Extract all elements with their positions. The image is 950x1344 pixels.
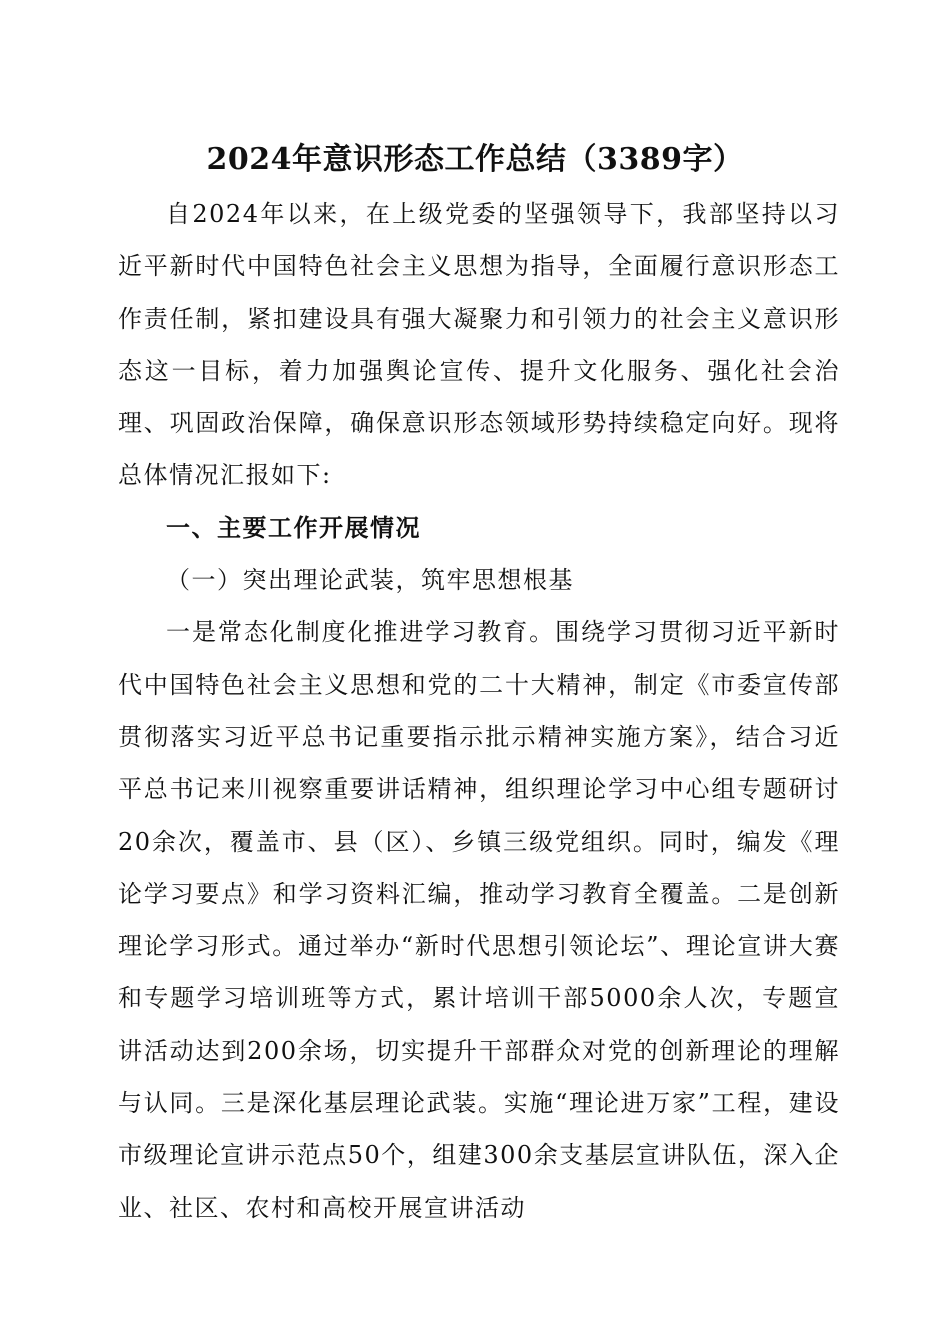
- document-body: [118, 188, 840, 1234]
- body-paragraph: 一是常态化制度化推进学习教育。围绕学习贯彻习近平新时代中国特色社会主义思想和党的二十大精神，制定《市委宣传部贯彻落实习近平总书记重要指示批示精神实施方案》，结合习近平总书记来川视察重要讲话精神，组织理论学习中心组专题研讨20余次，覆盖市、县（区）、乡镇三级党组织。同时，编发《理论学习要点》和学习资料汇编，推动学习教育全覆盖。二是创新理论学习形式。通过举办“新时代思想引领论坛”、理论宣讲大赛和专题学习培训班等方式，累计培训干部5000余人次，专题宣讲活动达到200余场，切实提升干部群众对党的创新理论的理解与认同。三是深化基层理论武装。实施“理论进万家”工程，建设市级理论宣讲示范点50个，组建300余支基层宣讲队伍，深入企业、社区、农村和高校开展宣讲活动: [118, 618, 840, 1222]
- intro-paragraph: 自2024年以来，在上级党委的坚强领导下，我部坚持以习近平新时代中国特色社会主义思想为指导，全面履行意识形态工作责任制，紧扣建设具有强大凝聚力和引领力的社会主义意识形态这一目标，着力加强舆论宣传、提升文化服务、强化社会治理、巩固政治保障，确保意识形态领域形势持续稳定向好。现将总体情况汇报如下:: [118, 200, 840, 490]
- document-title: 2024年意识形态工作总结（3389字）: [206, 142, 744, 177]
- subsection-heading: （一）突出理论武装，筑牢思想根基: [166, 566, 574, 595]
- section-heading: 一、主要工作开展情况: [166, 513, 421, 542]
